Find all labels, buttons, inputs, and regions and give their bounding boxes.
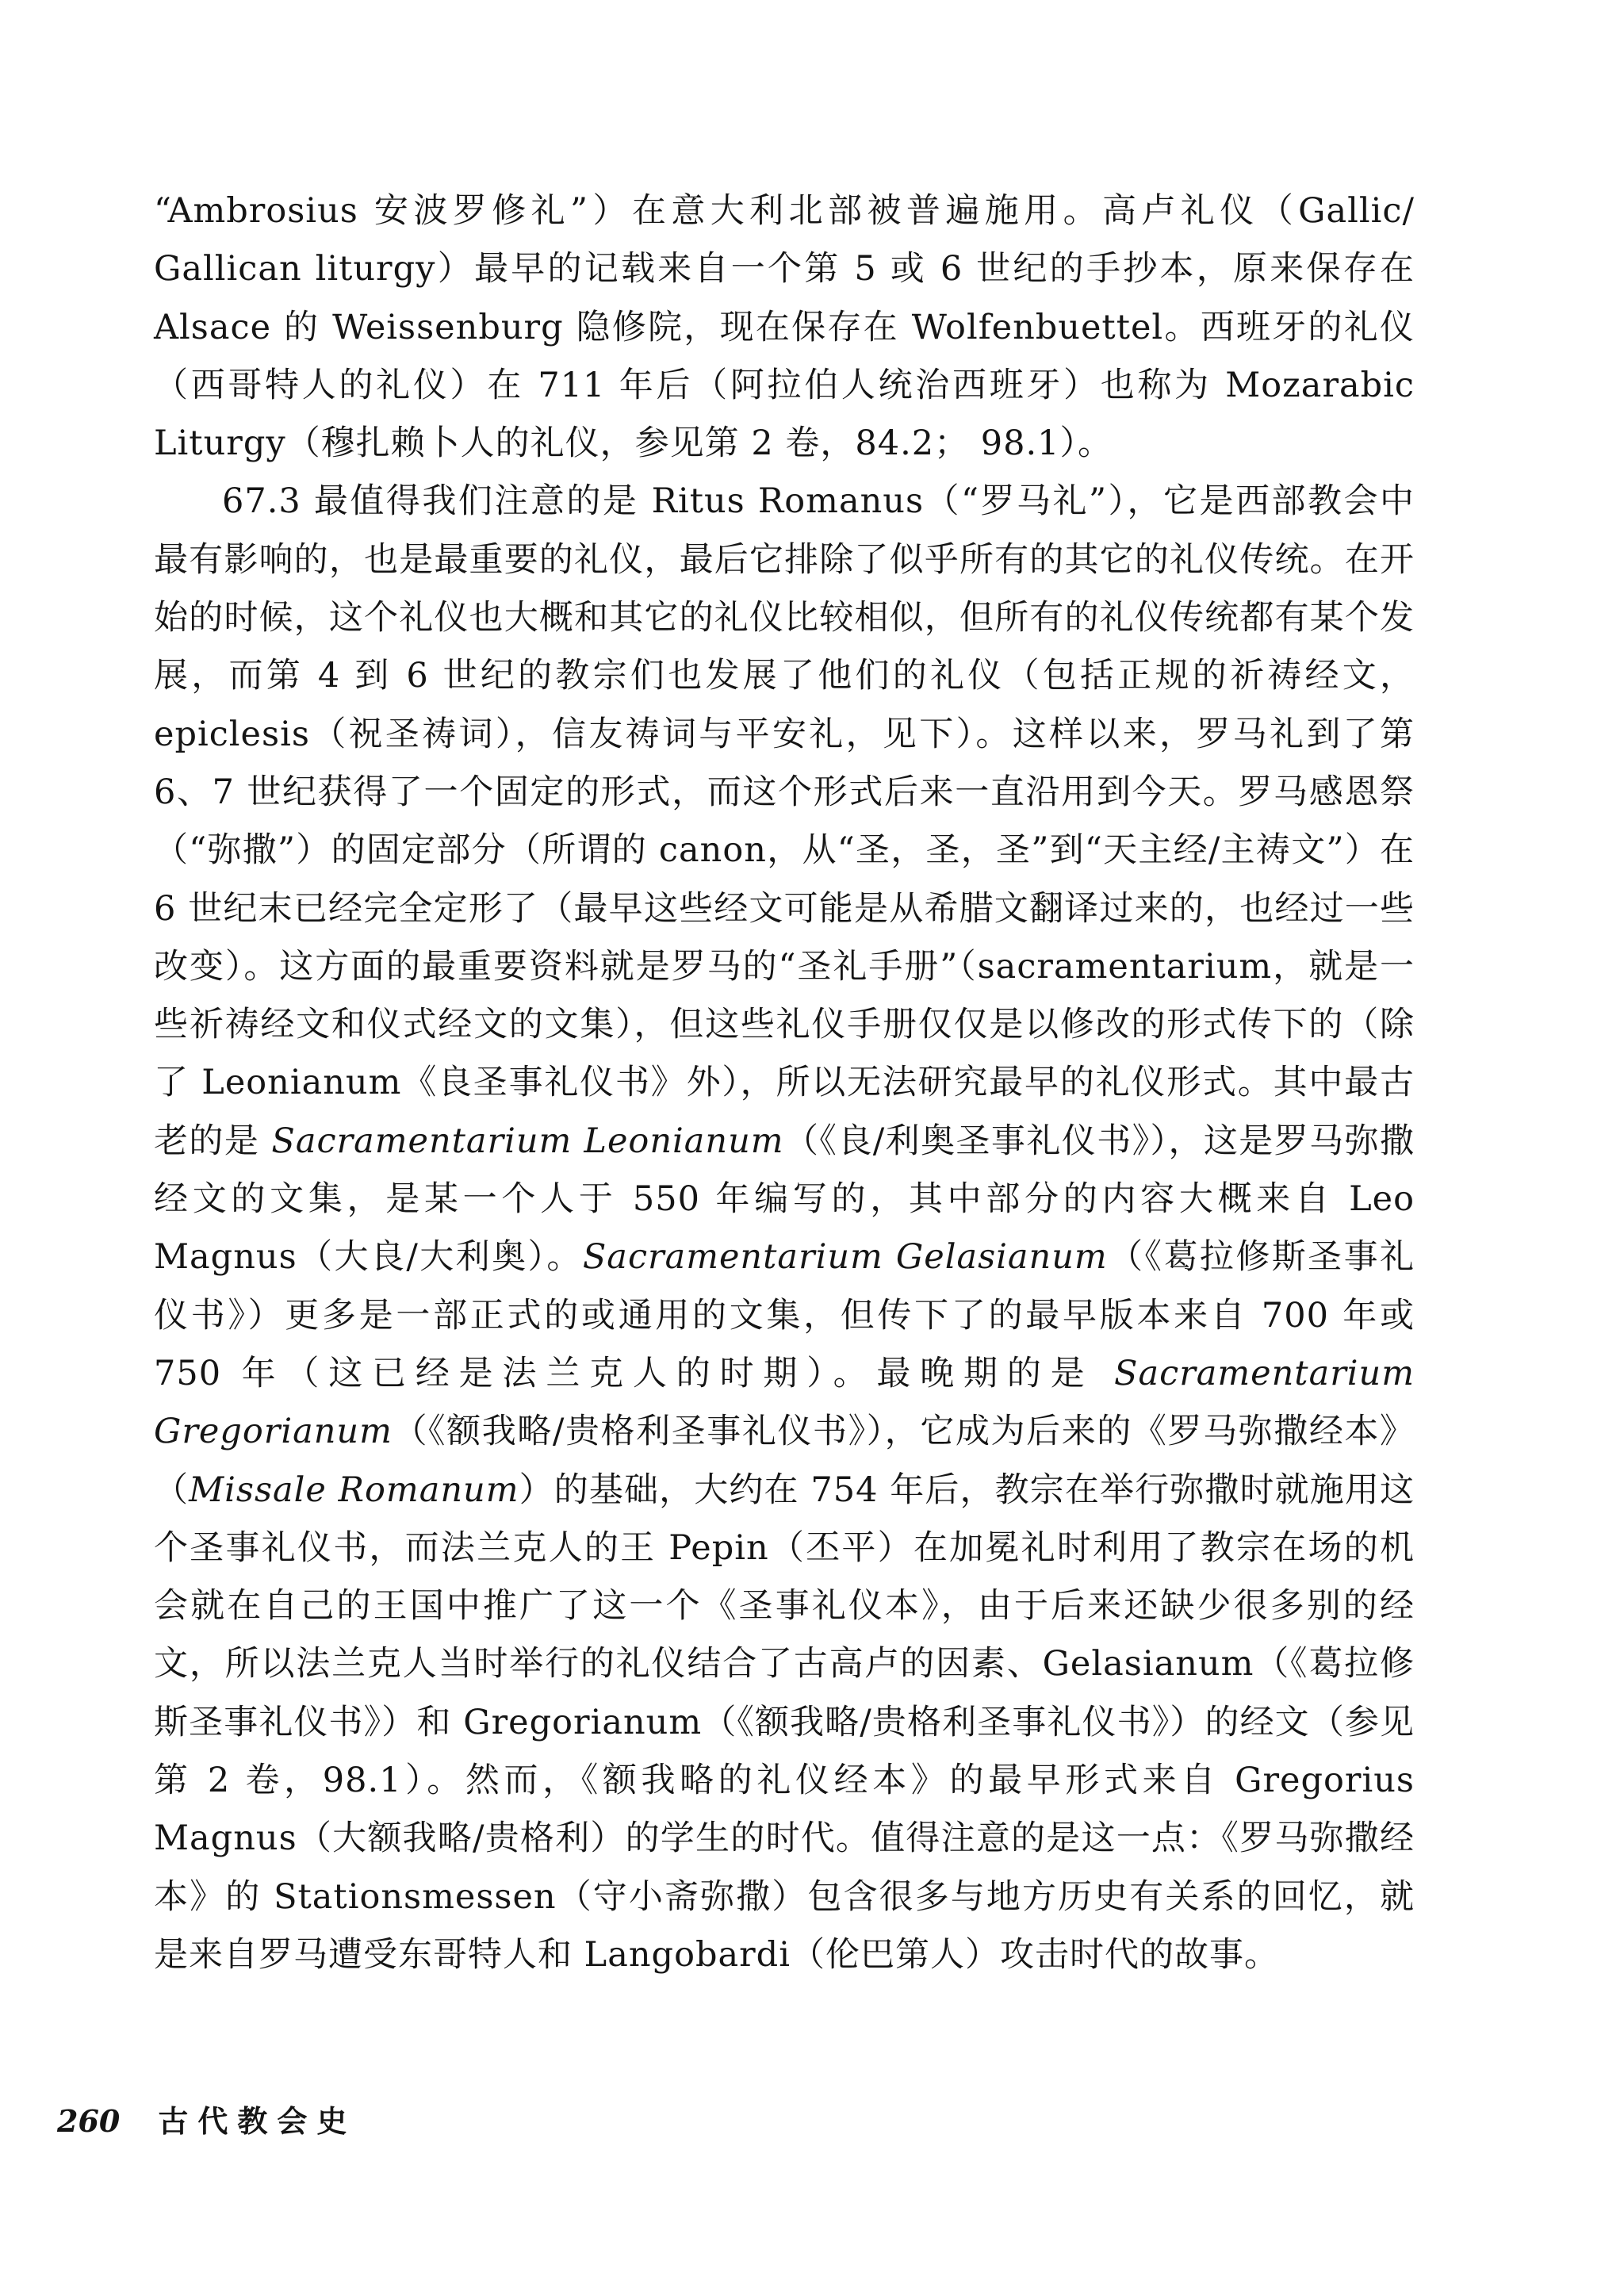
italic-title: Sacramentarium Gelasianum: [582, 1237, 1108, 1278]
text-segment: （《良/利奥圣事礼仪书》），这是罗马弥撒经文的文集，是某一个人于 550 年编写的，其中部分的内容大概来自 Leo Magnus（大良/大利奥）。: [154, 1121, 1415, 1278]
text-segment: 67.3 最值得我们注意的是 Ritus Romanus（“罗马礼”），它是西部教会中最有影响的，也是最重要的礼仪，最后它排除了似乎所有的其它的礼仪传统。在开始的时候，这个礼仪也大概和其它的礼仪比较相似，但所有的礼仪传统都有某个发展，而第 4 到 6 世纪的教宗们也发展了他们的礼仪（包括正规的祈祷经文，epiclesis（祝圣祷词），信友祷词与平安礼，见下）。这样以来，罗马礼到了第 6、7 世纪获得了一个固定的形式，而这个形式后来一直沿用到今天。罗马感恩祭（“弥撒”）的固定部分（所谓的 canon，从“圣，圣，圣”到“天主经/主祷文”）在 6 世纪末已经完全定形了（最早这些经文可能是从希腊文翻译过来的，也经过一些改变）。这方面的最重要资料就是罗马的“圣礼手册”（sacramentarium，就是一些祈祷经文和仪式经文的文集），但这些礼仪手册仅仅是以修改的形式传下的（除了 Leonianum《良圣事礼仪书》外），所以无法研究最早的礼仪形式。其中最古老的是: [154, 481, 1415, 1161]
paragraph-liturgies: “Ambrosius 安波罗修礼”）在意大利北部被普遍施用。高卢礼仪（Gallic/ Gallican liturgy）最早的记载来自一个第 5 或 6 世纪的手抄本，原来保存在 Alsace 的 Weissenburg 隐修院，现在保存在 Wolfenbuettel。西班牙的礼仪（西哥特人的礼仪）在 711 年后（阿拉伯人统治西班牙）也称为 Mozarabic Liturgy（穆扎赖卜人的礼仪，参见第 2 卷，84.2； 98.1）。: [154, 191, 1415, 464]
body-text: [154, 182, 1415, 1984]
running-book-title: 古代教会史: [158, 2103, 357, 2139]
page-number: 260: [57, 2103, 121, 2139]
italic-title: Sacramentarium Leonianum: [271, 1121, 784, 1161]
text-segment: ）的基础，大约在 754 年后，教宗在举行弥撒时就施用这个圣事礼仪书，而法兰克人的王 Pepin（丕平）在加冕礼时利用了教宗在场的机会就在自己的王国中推广了这一个《圣事礼仪本》，由于后来还缺少很多别的经文，所以法兰克人当时举行的礼仪结合了古高卢的因素、Gelasianum（《葛拉修斯圣事礼仪书》）和 Gregorianum（《额我略/贵格利圣事礼仪书》）的经文（参见第 2 卷，98.1）。然而，《额我略的礼仪经本》的最早形式来自 Gregorius Magnus（大额我略/贵格利）的学生的时代。值得注意的是这一点：《罗马弥撒经本》的 Stationsmessen（守小斋弥撒）包含很多与地方历史有关系的回忆，就是来自罗马遭受东哥特人和 Langobardi（伦巴第人）攻击时代的故事。: [154, 1470, 1415, 1975]
text-segment: （《葛拉修斯圣事礼仪书》）更多是一部正式的或通用的文集，但传下了的最早版本来自 700 年或 750 年（这已经是法兰克人的时期）。最晚期的是: [154, 1237, 1415, 1393]
italic-title: Sacramentarium Gregorianum: [154, 1353, 1415, 1452]
text-segment: （《额我略/贵格利圣事礼仪书》），它成为后来的《罗马弥撒经本》（: [154, 1412, 1415, 1510]
page-footer: [57, 2102, 356, 2141]
paragraph-roman-rite: [154, 473, 1415, 1984]
italic-title: Missale Romanum: [189, 1470, 519, 1510]
